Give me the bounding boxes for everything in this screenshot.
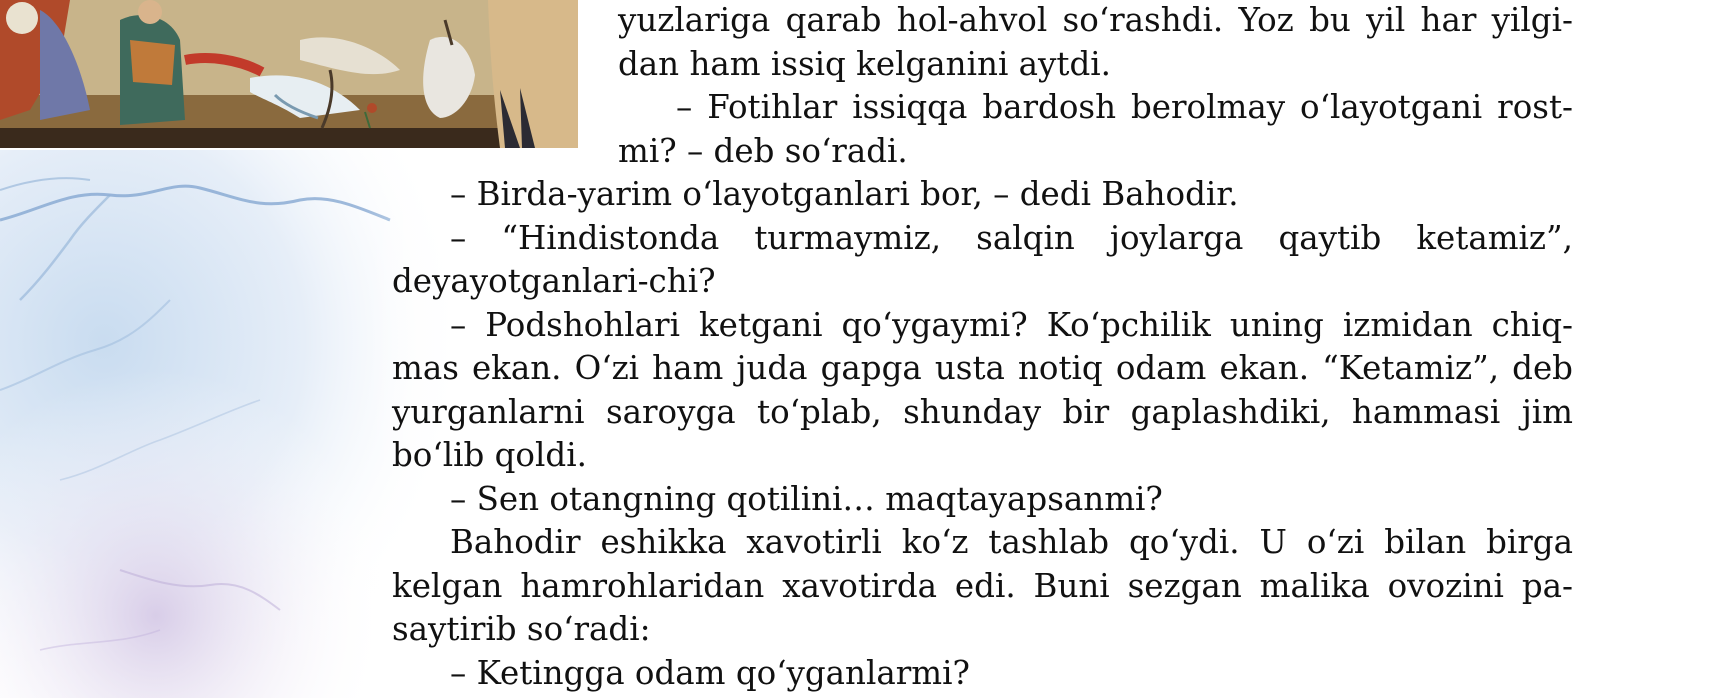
text-line: – “Hindistonda turmaymiz, salqin joylarga qaytib ketamiz”, [450, 219, 1573, 257]
text-line: mas ekan. O‘zi ham juda gapga usta notiq odam ekan. “Ketamiz”, deb [392, 349, 1573, 387]
text-line: – Ketingga odam qo‘yganlarmi? [450, 654, 970, 692]
text-line: dan ham issiq kelganini aytdi. [618, 45, 1111, 83]
text-line: yuzlariga qarab hol-ahvol so‘rashdi. Yoz bu yil har yilgi- [618, 1, 1573, 39]
text-line: mi? – deb so‘radi. [618, 132, 908, 170]
text-line: deyayotganlari-chi? [392, 262, 716, 300]
text-line: – Sen otangning qotilini… maqtayapsanmi? [450, 480, 1163, 518]
text-line: Bahodir eshikka xavotirli ko‘z tashlab qo‘ydi. U o‘zi bilan birga [450, 523, 1573, 561]
text-line: yurganlarni saroyga to‘plab, shunday bir gaplashdiki, hammasi jim [392, 393, 1573, 431]
text-line: – Podshohlari ketgani qo‘ygaymi? Ko‘pchilik uning izmidan chiq- [450, 306, 1573, 344]
text-line: kelgan hamrohlaridan xavotirda edi. Buni sezgan malika ovozini pa- [392, 567, 1573, 605]
text-line: – Fotihlar issiqqa bardosh berolmay o‘layotgani rost- [676, 88, 1573, 126]
text-line: saytirib so‘radi: [392, 610, 651, 648]
body-text [392, 0, 1573, 698]
text-line: bo‘lib qoldi. [392, 436, 587, 474]
text-line: – Birda-yarim o‘layotganlari bor, – dedi Bahodir. [450, 175, 1239, 213]
